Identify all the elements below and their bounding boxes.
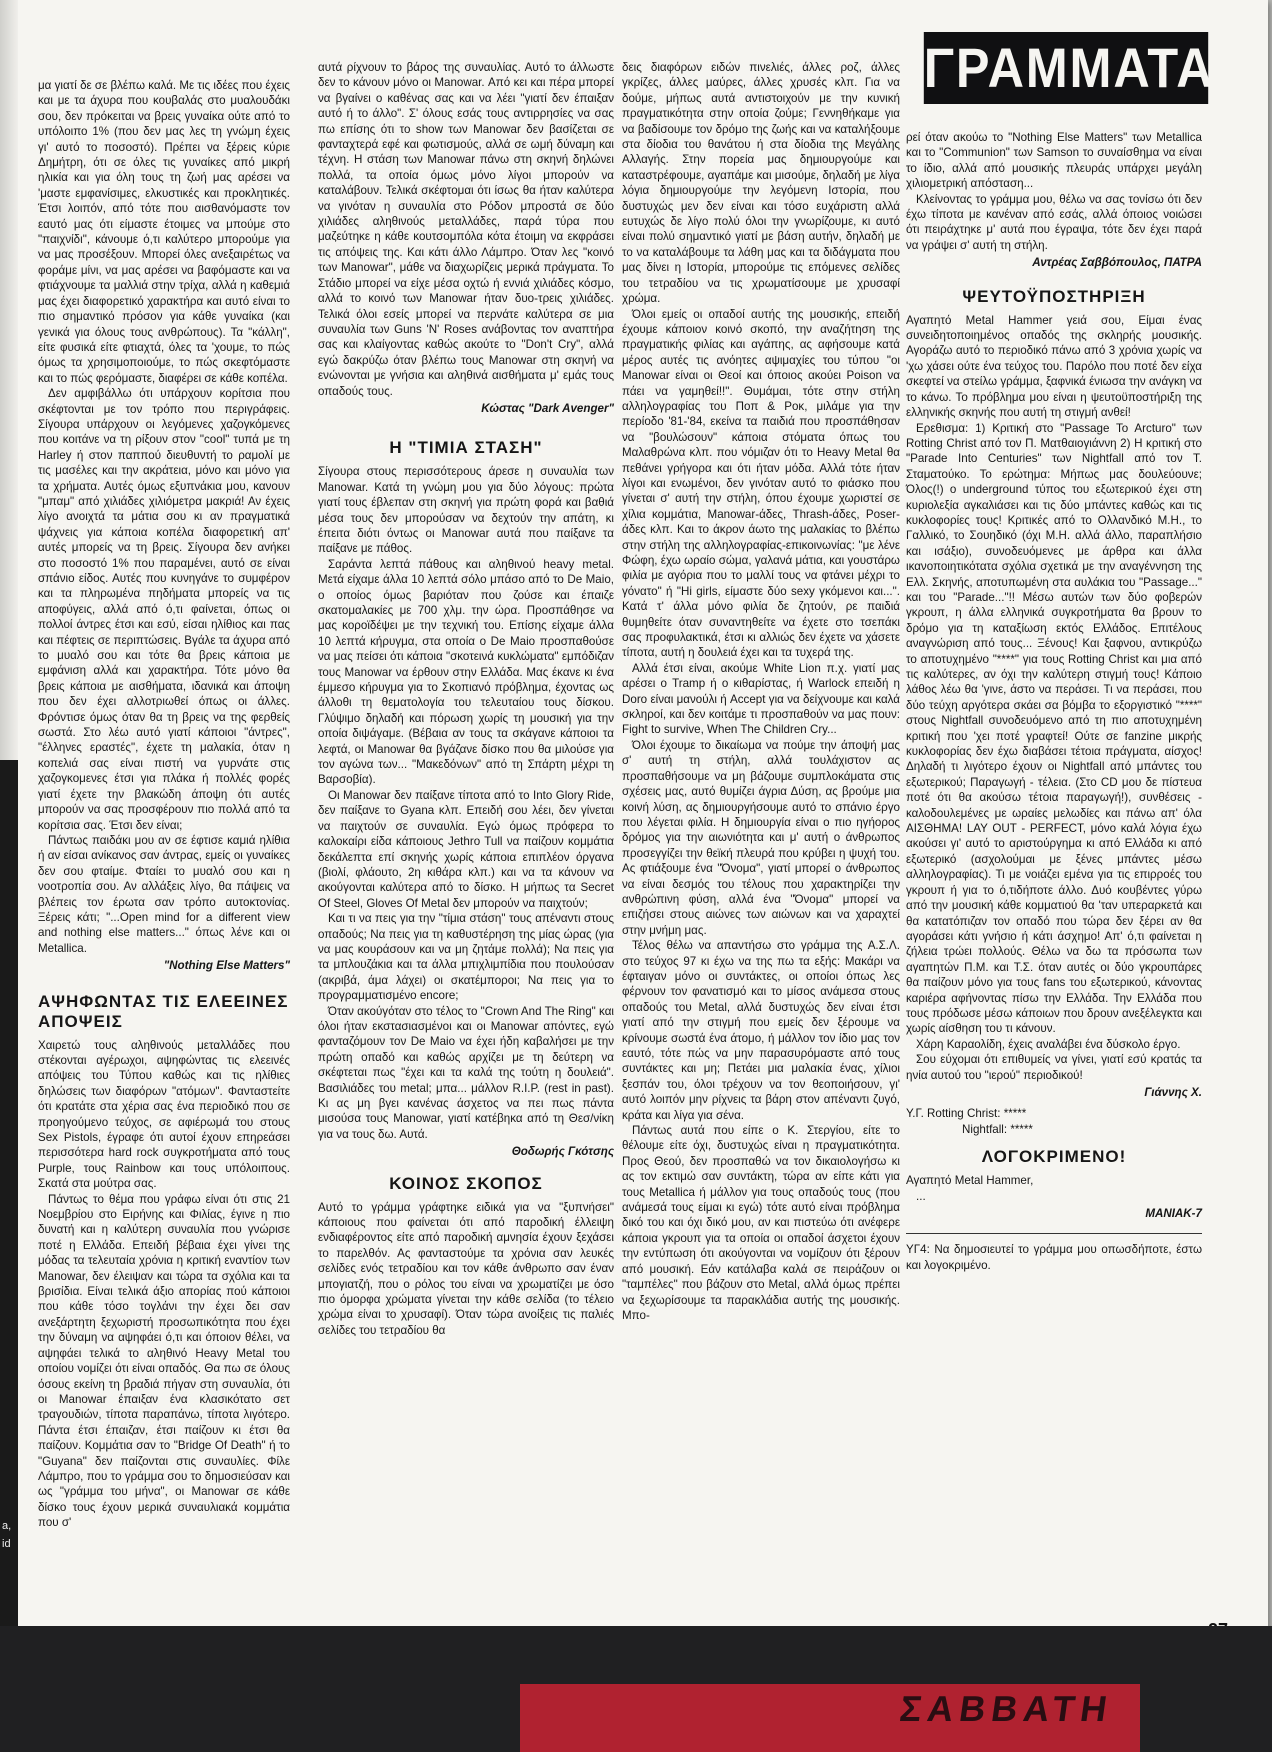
postscript-line: Υ.Γ. Rotting Christ: ***** [906,1107,1027,1121]
column-1 [38,78,290,1531]
letter-paragraph: Σαράντα λεπτά πάθους και αληθινού heavy metal. Μετά είχαμε άλλα 10 λεπτά σόλο μπάσο από το De Maio, ο οποίος όμως βαριόταν που ζούσε και έπαιζε σκατομαλακίες με 700 χλμ. την ώρα. Προσπάθησε να μας κοροϊδέψει με την τεχνική του. Επίσης είχαμε άλλα 10 λεπτά κήρυγμα, στα οποία ο De Maio προσπαθούσε να μας πείσει ότι κάποια "σκοτεινά κυκλώματα" εμπόδιζαν τους Manowar να έρθουν στην Ελλάδα. Μας έκανε κι ένα έμμεσο κήρυγμα για το Σκοπιανό πρόβλημα, έχοντας ως άλλοθι τη θεματολογία του τελευταίου τους δίσκου. Γλύψιμο δηλαδή και πόρωση χωρίς τη μουσική για την οποία διψάγαμε. (Βέβαια αν τους τα σκάγανε κάποιοι τα λεφτά, οι Manowar θα βγάζανε δίσκο που θα μιλούσε για τον αγώνα των... "Μακεδόνων" από τη Σπάρτη μέχρι τη Βαρσοβία). [318,557,614,787]
column-2 [318,60,614,1338]
letter-signature: ΜΑΝΙΑΚ-7 [1145,1207,1202,1220]
divider [906,1233,1202,1234]
letter-paragraph: Όλοι εμείς οι οπαδοί αυτής της μουσικής, επειδή έχουμε κάποιον κοινό σκοπό, την αναζήτηση της πραγματικής φιλίας και αγάπης, ας αφήσουμε κατά μέρος αυτές τις ανόητες αψιμαχίες του τύπου "οι Manowar είναι οι Θεοί και όποιος ακούει Poison να πάει να γαμηθεί!!". Θυμάμαι, τότε στην στήλη αλληλογραφίας του Ποπ & Ροκ, μιλάμε για την περίοδο '81-'84, εκείνα τα παιδιά που προσπάθησαν να "βουλώσουν" κάποια στόματα όπως του Μαλαθρώνα κλπ. που νόμιζαν ότι το Heavy Metal θα πεθάνει γρήγορα και ότι ήταν μόδα. Αλλά τότε ήταν λίγοι και ενωμένοι, δεν γινόταν αυτό το φιάσκο που γίνεται σ' αυτή την στήλη, όπου έχουμε χωριστεί σε χίλια κομμάτια, Manowar-άδες, Thrash-άδες, Poser-άδες κλπ. Και το άκρον άωτο της μαλακίας το βλέπω στην στήλη της αλληλογραφίας-επικοινωνίας: "με λένε Φώφη, έχω ωραίο σώμα, γαλανά μάτια, και γουστάρω φιλία με αγόρια που το μαλλί τους να φτάνει μέχρι το γόνατο" ή "Hi girls, είμαστε δύο sexy γκόμενοι και...". Κατά τ' άλλα μόνο φιλία δε ζητούν, ρε παιδιά θυμηθείτε όταν συναντηθείτε να έχετε στο τσεπάκι σας προφυλακτικά, έτσι κι αλλιώς δεν έχετε να χάσετε τίποτα, αυτή η δουλειά έχει και τα τυχερά της. [622,307,900,660]
letter-paragraph: Χάρη Καραολίδη, έχεις αναλάβει ένα δύσκολο έργο. [916,1037,1181,1051]
letter-paragraph: Κλείνοντας το γράμμα μου, θέλω να σας τονίσω ότι δεν έχω τίποτα με κανέναν από εσάς, αλλά όποιος νοιώσει ότι πειράχτηκε μ' αυτά που έγραψα, τότε δεν έχει παρά να γράψει σ' αυτή τη στήλη. [906,192,1202,252]
letter-paragraph: Σίγουρα στους περισσότερους άρεσε η συναυλία των Manowar. Κατά τη γνώμη μου για δύο λόγους: πρώτα γιατί τους έβλεπαν στη σκηνή για πρώτη φορά και βαθιά μέσα τους δεν μπορούσαν να δεχτούν την απάτη, κι έπειτα διότι όντως οι Manowar αυτά που παίξανε τα παίξανε με πάθος. [318,465,614,556]
letter-paragraph: ... [916,1189,926,1203]
letter-paragraph: Αγαπητό Metal Hammer, [906,1174,1034,1188]
letter-paragraph: Αγαπητό Metal Hammer γειά σου, Είμαι ένας συνειδητοποιημένος οπαδός της σκληρής μουσικής. Αγοράζω αυτό το περιοδικό πάνω από 3 χρόνια χωρίς να 'χω χάσει ούτε ένα τεύχος του. Παρόλο που ποτέ δεν είχα σκεφτεί να στείλω γράμμα, ξαφνικά ένιωσα την ανάγκη να το κάνω. Το πρόβλημα μου είναι η ψευτοϋποστήριξη της ελληνικής σκηνής που αυτή τη στιγμή ανθεί! [906,313,1202,420]
letter-heading: ΨΕΥΤΟΫΠΟΣΤΗΡΙΞΗ [962,286,1146,306]
letter-paragraph: Ερεθισμα: 1) Κριτική στο "Passage To Arcturo" των Rotting Christ από τον Π. Ματθαιογιάννη 2) Η κριτική στο "Parade Into Centuries" των Nightfall από τον Τ. Σταματούκο. Το ερώτημα: Μήπως μας δουλεύουνε; Όλος(!) ο underground τύπος του εξωτερικού έχει στη κυριολεξία αγκαλιάσει και τις δύο μπάντες καθώς και τις κυκλοφορίες τους! Κριτικές από το Ολλανδικό Μ.Η., το Γαλλικό, το Σουηδικό (όχι Μ.Η. αλλά άλλο, παραπλήσιο και ισάξιο), συνοδευόμενες με άρθρα και άλλα ικανοποιητικότατα σχόλια σχετικά με την αναγέννηση της Ελλ. Σκηνής, αποτυπωμένη στα αυλάκια του "Passage..." και του "Parade..."!! Μέσω αυτών των δύο φοβερών γκρουπ, η άλλα ελληνικά συγκροτήματα θα βρουν το δρόμο για τη καταξίωση εκτός Ελλάδος. Επιτέλους αναγνώριση από τους... Ξένους! Και ξαφνου, αντικρύζω το αποτυχημένο "****" για τους Rotting Christ και μια από τις καλύτερες, αν όχι την καλύτερη στιγμή τους! Κάποιο λάθος λέω θα 'γινε, άστο να περάσει. Τι να περάσει, που δύο τεύχη αργότερα σκάει σα βόμβα το εξοργιστικό "****" στους Nightfall συνοδευόμενο από τη πιο αποτυχημένη κριτική που 'χει ποτέ γραφτεί! Ούτε σε fanzine μικρής κυκλοφορίας δεν έχω διαβάσει τέτοια πράγματα, αίσχος! Δηλαδή τι λιγότερο έχουν οι Nightfall από μπάντες του εξωτερικού; Παραγωγή - τέλεια. (Στο CD μου δε πίστευα ποτέ ότι θα ακούσω τέτοια παραγωγή!), συνθέσεις - καλοδουλεμένες με ωραίες μελωδίες και πάνω απ' όλα ΑΙΣΘΗΜΑ! LAY OUT - PERFECT, μόνο καλά λόγια έχω ακούσει γι' αυτό το αριστούργημα κι από Ελλάδα κι από εξωτερικό (ασχολούμαι με ξένες μπάντες μέσω αλληλογραφίας). Τι με νοιάζει εμένα για τις επιρροές του γκρουπ ή για το ό,τιδήποτε άλλο. Δυό κουβέντες γύρω από την μουσική κάθε κομματιού θα 'ταν υπεραρκετά και θα κατατόπιζαν τον οπαδό που τώρα δεν ξέρει αν θα αγοράσει κάτι γνήσιο ή κάτι άσχημο! Απ' ό,τι φαίνεται η ζήλεια τρώει πολλούς. Θέλω να δω τα πρόσωπα των αγαπητών Π.Μ. και Τ.Σ. όταν αυτές οι δύο γκρουπάρες θα παίζουν μόνο για τους fans του εξωτερικού, κάνοντας καριέρα αφήνοντας πίσω την Ελλάδα. Την Ελλάδα που τους πρόδωσε μέσω κάποιων που δρουν ανεξέλεγκτα και χωρίς αίσθηση του τι κάνουν. [906,421,1202,1036]
next-page-edge [0,1626,1272,1752]
facing-page-fragment: a, [2,1520,12,1532]
letter-signature: "Nothing Else Matters" [163,959,290,973]
letter-heading: ΑΨΗΦΩΝΤΑΣ ΤΙΣ ΕΛΕΕΙΝΕΣ ΑΠΟΨΕΙΣ [38,991,289,1031]
letter-paragraph: Σου εύχομαι ότι επιθυμείς να γίνει, γιατί εσύ κρατάς τα ηνία αυτού του "ιερού" περιοδικού! [906,1053,1202,1082]
letter-paragraph: αυτά ρίχνουν το βάρος της συναυλίας. Αυτό το άλλωστε δεν το κάνουν μόνο οι Manowar. Από κει και πέρα μπορεί να βγαίνει ο καθένας σας και να λέει "γιατί δεν έπαιξαν αυτό ή το άλλο". Σ' όλους εσάς τους αντιρρησίες να σας πω επίσης ότι το show των Manowar δεν βασίζεται σε φανταχτερά εφέ και φωτισμούς, αλλά σε ωμή δύναμη και τέχνη. Η στάση των Manowar πάνω στη σκηνή δηλώνει πολλά, τα οποία όμως μόνο λίγοι μπορούν να καταλάβουν. Τελικά σκέφτομαι ότι ίσως θα ήταν καλύτερα να γινόταν η συναυλία στο Ρόδον μπροστά σε δύο χιλιάδες αληθινούς μεταλλάδες, παρά τύρα που μαζεύτηκε η κάθε κουτσομπόλα κότα έτοιμη να εκφράσει τις απόψεις της. Και κάτι άλλο Λάμπρο. Όταν λες "κοινό των Manowar", μάθε να διαχωρίζεις μερικά πράγματα. Το Στάδιο μπορεί να είχε μέσα οχτώ ή εννιά χιλιάδες κόσμο, αλλά το κοινό των Manowar ήταν δυο-τρεις χιλιάδες. Τελικά όλοι εσείς μπορεί να περνάτε καλύτερα σε μια συναυλία των Guns 'N' Roses ανάβοντας τον αναπτήρα σας και κλαίγοντας καθώς ακούτε το "Don't Cry", αλλά εγώ δακρύζω όταν βλέπω τους Manowar στη σκηνή να ενώνονται με γνήσια και αληθινά αισθήματα μ' εμάς τους οπαδούς τους. [318,61,614,398]
letter-signature: Θοδωρής Γκότσης [511,1145,614,1159]
letter-paragraph: Αυτό το γράμμα γράφτηκε ειδικά για να "ξυπνήσει" κάποιους που φαίνεται ότι από παροδική έλλειψη ενδιαφέροντος είτε από παροδική αμνησία έχουν ξεχάσει το παρελθόν. Ας φανταστούμε τα χρόνια σαν λευκές σελίδες ενός τετραδίου και τον κάθε άνθρωπο σαν έναν μπογιατζή, που ο ρόλος του είναι να χρωματίζει με όσο πιο όμορφα χρώματα γίνεται την κάθε σελίδα (το τέλειο χρώμα είναι το χρυσαφί). Όταν τώρα ανοίξεις τις παλιές σελίδες του τετραδίου θα [318,1200,614,1337]
letter-paragraph: Πάντως το θέμα που γράφω είναι ότι στις 21 Νοεμβρίου στο Ειρήνης και Φιλίας, έγινε η πιο δυνατή και η καλύτερη συναυλία που γνώρισε ποτέ η Ελλάδα. Επειδή βέβαια έχει γίνει της μόδας τα τελευταία χρόνια η κριτική εναντίον των Manowar, δεν έλειψαν και τώρα τα σχόλια και τα βρισίδια. Είναι τελικά άξιο απορίας πού κάποιοι που κάθε τόσο τογλάνι την έχει δει σαν ανεξάρτητη ξεχωριστή προσωπικότητα που έχει την δύναμη να αψηφάει ό,τι και όποιον θέλει, να αψηφάει τελικά το αληθινό Heavy Metal του οποίου νομίζει ότι είναι οπαδός. Θα πω σε όλους όσους εκείνη τη βραδιά πήγαν στη συναυλία, ότι οι Manowar έπαιξαν ένα κλασικότατο σετ τραγουδιών, τίποτα παραπάνω, τίποτα λιγότερο. Πάντα έτσι έπαιζαν, έτσι παίζουν κι έτσι θα παίζουν. Κομμάτια σαν το "Bridge Of Death" ή το "Guyana" δεν παίζονται στις συναυλίες. Φίλε Λάμπρο, που το γράμμα σου το δημοσιεύσαν και ως "γράμμα του μήνα", οι Manowar σε κάθε δίσκο τους έχουν μερικά συναυλιακά κομμάτια που σ' [38,1192,290,1530]
letter-heading: ΚΟΙΝΟΣ ΣΚΟΠΟΣ [389,1173,543,1193]
postscript-note: ΥΓ4: Να δημοσιευτεί το γράμμα μου οπωσδήποτε, έστω και λογοκριμένο. [906,1243,1202,1272]
letter-paragraph: δεις διαφόρων ειδών πινελιές, άλλες ροζ, άλλες γκρίζες, άλλες μαύρες, άλλες χρυσές κλπ. Για να δούμε, μήπως αυτά αντιστοιχούν με την κυνική πραγματικότητα στην οποία ζούμε; Γεννηθήκαμε για να βαδίσουμε τον δρόμο της ζωής και να καταλήξουμε στα δίοδια του θανάτου ή στα δίοδια της Μεγάλης Αλλαγής. Στην πορεία μας δημιουργούμε και καταστρέφουμε, αγαπάμε και μισούμε, δηλαδή με λίγα λόγια δημιουργούμε την λεγόμενη Ιστορία, που δυστυχώς μεν δεν είναι και τόσο ευχάριστη αλλά ευτυχώς δε λίγο πολύ όλοι την γνωρίζουμε, κι αυτό είναι πολύ σημαντικό γιατί με βάση αυτήν, δηλαδή με το να καταλάβουμε τα λάθη μας και τα διδάγματα που μας δίνει η Ιστορία, μπορούμε τις επόμενες σελίδες του τετραδίου να τις χρωματίσουμε με χρυσαφί χρώμα. [622,61,900,306]
letter-heading: ΛΟΓΟΚΡΙΜΕΝΟ! [981,1147,1127,1167]
facing-page-fragment: id [2,1538,11,1550]
letter-signature: Αντρέας Σαββόπουλος, ΠΑΤΡΑ [1032,256,1202,270]
column-4 [906,130,1202,1273]
letter-paragraph: Πάντως αυτά που είπε ο Κ. Στεργίου, είτε το θέλουμε είτε όχι, δυστυχώς είναι η πραγματικότητα. Προς Θεού, δεν προσπαθώ να τον δικαιολογήσω κι ας τον εκτιμώ σαν συντάκτη, τώρα αν είπε κάτι για τους Metallica ή μάλλον για τους οπαδούς τους (που ανάμεσά τους είμαι κι εγώ) τότε αυτό είναι πρόβλημα δικό του και όχι δικό μου, αν και πιστεύω ότι ανέφερε κάποια γκρουπ για τα οποία οι οπαδοί άσχετοι έχουν την εντύπωση ότι ακούγονται να νομίζουν ότι ξέρουν από μουσική. Εάν κατάλαβα καλά σε πειράζουν οι "ταμπέλες" που βάζουν στο Metal, αλλά όμως πρέπει να ξεχωρίσουμε τα παρακλάδια αυτής της μουσικής. Μπο- [622,1124,900,1322]
letter-heading: Η "ΤΙΜΙΑ ΣΤΑΣΗ" [389,438,543,458]
postscript [906,1106,1202,1137]
letter-signature: Γιάννης Χ. [1144,1085,1202,1099]
letter-paragraph: Αλλά έτσι είναι, ακούμε White Lion π.χ. γιατί μας αρέσει ο Tramp ή ο κιθαρίστας, ή Warlock επειδή η Doro είναι μανούλι ή Accept για να δείχνουμε και καλά σκληροί, και δεν κοιτάμε τι προσπαθούν να μας πουν: Fight to survive, When The Children Cry... [622,661,900,737]
next-page-banner-text: ΣΑΒΒΑΤΗ [897,1688,1116,1729]
letter-paragraph: Τέλος θέλω να απαντήσω στο γράμμα της Α.Σ.Λ. στο τεύχος 97 κι έχω να της πω τα εξής: Μακάρι να έφταιγαν μόνο οι συντάκτες, οι οποίοι όπως λες φέρνουν τον φανατισμό και το μίσος ανάμεσα στους οπαδούς του Metal, αλλά δυστυχώς δεν είναι έτσι γιατί από την στιγμή που εμείς δεν ξέρουμε να κρίνουμε σωστά ένα άτομο, ή μάλλον τον ίδιο μας τον εαυτό, τότε πώς να μην παρασυρόμαστε από τους συντάκτες και μη; Πετάει μια μαλακία ένας, χίλιοι ξεσπάν του, όλοι τρέχουν να τον θεοποιήσουν, γι' αυτό λοιπόν μην ρίχνεις τα βάρη στον απέναντι ζυγό, κράτα και λίγα για σένα. [622,939,900,1122]
letter-paragraph: μα γιατί δε σε βλέπω καλά. Με τις ιδέες που έχεις και με τα άχυρα που κουβαλάς στο μυαλουδάκι σου, δεν πρόκειται να βρεις γυναίκα ούτε από το υπόλοιπο 1% (που δεν μας λες τη γνώμη έχεις γι' αυτό το ποσοστό). Πρέπει να ξέρεις κύριε Δημήτρη, ότι σε όλες τις γυναίκες από μικρή ηλικία και για όλη τους τη ζωή μας αρέσει να 'μαστε εμφανίσιμες, ελκυστικές και προκλητικές. Έτσι λοιπόν, από τότε που αισθανόμαστε τον εαυτό μας ότι είμαστε έτοιμες να μπούμε στο "παιχνίδι", κάνουμε ό,τι καλύτερο μπορούμε για να μας προσέξουν. Μπορεί όλες ανεξαιρέτως να φοράμε μίνι, να μας αρέσει να βαφόμαστε και να φτιάχνουμε τα μαλλιά στην τρίχα, αλλά η καθεμιά μας έχει διαφορετικό χαρακτήρα και αυτό είναι το πιο σημαντικό πρόσον για κάθε γυναίκα (και γενικά για όλους τους ανθρώπους). Τα "κάλλη", είτε φυσικά είτε φτιαχτά, όλες τα 'χουμε, το πώς όμως τα χρησιμοποιούμε, το πώς σκεφτόμαστε και το πώς φερόμαστε, διαφέρει σε κάθε κοπέλα. [38,79,290,385]
letter-paragraph: Χαιρετώ τους αληθινούς μεταλλάδες που στέκονται αγέρωχοι, αψηφώντας τις ελεεινές απόψεις του Τύπου καθώς και τις ηλίθιες δηλώσεις των διαφόρων "ατόμων". Φανταστείτε ότι κρατάτε στα χέρια σας ένα περιοδικό που σε προηγούμενο τεύχος, σε αφιέρωμά του στους Sex Pistols, έγραφε ότι αυτοί έχουν επηρεάσει περισσότερα hard rock συγκροτήματα από τους Purple, τους Rainbow και τους υπόλοιπους. Σκατά στα μούτρα σας. [38,1038,290,1191]
letter-signature: Κώστας "Dark Avenger" [481,401,614,415]
letter-paragraph: Όταν ακούγόταν στο τέλος το "Crown And The Ring" και όλοι ήταν εκστασιασμένοι και οι Manowar απόντες, εγώ φανταζόμουν τον De Maio να έχει ήδη καβαλήσει με την πρώτη οπαδό και καθώς αρχίζει με τη δεύτερη να σκέφτεται πως "έχει και τα καλά της τούτη η δουλειά". Βασιλιάδες του metal; μπα... μάλλον R.I.P. (rest in past). Κι ας μη βγει κανένας άσχετος να πει πως πάντα μισούσα τους Manowar, γιατί κατέβηκα από τη Θεσ/νίκη για να τους δω. Αυτά. [318,1004,614,1141]
section-title: ΓΡΑΜΜΑΤΑ [924,32,1208,104]
letter-paragraph: Δεν αμφιβάλλω ότι υπάρχουν κορίτσια που σκέφτονται με τον τρόπο που περιγράφεις. Σίγουρα υπάρχουν οι λεγόμενες χαζογκόμενες που κοιτάνε να τη ρίξουν στον "cool" τυπά με τη Harley ή στον παππού διευθυντή το ραμολί με τις μασέλες και την ακράτεια, μόνο και μόνο για τα χρήματα. Αυτές όμως εξυπνάκια μου, κανουν "μπαμ" από χιλιάδες χιλιόμετρα μακριά! Αν έχεις λίγο ανοιχτά τα μάτια σου κι αν πραγματικά ψάχνεις για κάποια κοπέλα διαφορετική απ' αυτές μπορείς να τη βρεις. Σίγουρα δεν ανήκει στο ποσοστό 1% που παραμένει, αυτό σε είναι σπάνιο είδος. Αυτές που κυνηγάνε το συμφέρον και τα πληρωμένα πηδήματα μπορείς να τις αποφύγεις, αλλά από ό,τι φαίνεται, όπως οι πολλοί άντρες έτσι και εσύ, είσαι ηλίθιος και πας και πέφτεις σε περιπτώσεις. Βγάλε τα άχυρα από το μυαλό σου και τότε θα βρεις κάποια με εμφάνιση αλλά και χαρακτήρα. Τότε μόνο θα βρεις κάποια με αισθήματα, ιδανικά και άποψη που δεν έχει αλλοτριωθεί όπως οι άλλες. Φρόντισε όμως όταν θα τη βρεις να της φερθείς σωστά. Στο λέω αυτό γιατί κάποιοι "άντρες", "έλληνες εραστές", έχετε τη μαλακία, όταν η κοπελιά σας είναι πιστή να γυρνάτε στις χαζογκομενες έτσι για πλάκα ή πολλές φορές γιατί έχετε την βλακώδη άποψη ότι αυτές μπορούν να σας προσφέρουν πιο πολλά από τα κορίτσια σας. Έτσι δεν είναι; [38,387,290,832]
letter-paragraph: ρεί όταν ακούω το "Nothing Else Matters" των Metallica και το "Communion" των Samson το συναίσθημα να είναι το ίδιο, αλλά από μουσικής πλευράς υπάρχει μεγάλη χιλιομετρική απόσταση... [906,131,1202,191]
letter-paragraph: Και τι να πεις για την "τίμια στάση" τους απέναντι στους οπαδούς; Να πεις για τη καθυστέρηση της μίας ώρας (για να μας κουράσουν και να μη ζητάμε πολλά); Να πεις για τα μπλουζάκια και τα άλλα μπιχλιμπίδια που πουλούσαν (ακριβά, άμα λάχει) οι σκατέμποροι; Να πεις για το προγραμματισμένο encore; [318,912,614,1003]
facing-page-photo-edge [0,760,18,1660]
postscript-line: Nightfall: ***** [962,1122,1033,1136]
letter-paragraph: Οι Manowar δεν παίξανε τίποτα από το Into Glory Ride, δεν παίξανε το Gyana κλπ. Επειδή σου λέει, δεν γίνεται να παιχτούν σε συναυλία. Εγώ όμως πρόφερα το καλοκαίρι είδα κάποιους Jethro Tull να παίζουν κομμάτια δεκάλεπτα επί σκηνής χωρίς κάποια επιπλέον όργανα (βιολί, φλάουτο, 2η κιθάρα κλπ.) και να τα κάνουν να ακούγονται καλύτερα από το δίσκο. Η μήπως τα Secret Of Steel, Gloves Of Metal δεν μπορούν να παιχτούν; [318,788,614,910]
letter-paragraph: Όλοι έχουμε το δικαίωμα να πούμε την άποψή μας σ' αυτή τη στήλη, αλλά τουλάχιστον ας προσπαθήσουμε να μη βάζουμε συμπλοκάματα στις σχέσεις μας, αυτό θυμίζει άγρια Δύση, ας βρούμε μια κοινή λύση, ας δημιουργήσουμε αυτό το σπάνιο έργο που λέγεται φιλία. Η δημιουργία είναι ο πιο ηγήορος δρόμος για την αιωνιότητα και μ' αυτή ο άνθρωπος προσεγγίζει την θεϊκή πλευρά που κρύβει η ψυχή του. Ας φτιάξουμε ένα "Όνομα", γιατί μπορεί ο άνθρωπος να είναι δεσμός του τέλους που χαρακτηρίζει την ανθρώπινη φύση, αλλά ένα "Όνομα" μπορεί να επιζήσει στους αιώνες των αιώνων και να χαραχτεί στην μνήμη μας. [622,738,900,937]
letter-paragraph: Πάντως παιδάκι μου αν σε έφτισε καμιά ηλίθια ή αν είσαι ανίκανος σαν άντρας, εμείς οι γυναίκες δεν σου φταίμε. Φταίει το μυαλό σου και η νοοτροπία σου. Αν αλλάξεις λίγο, θα πάψεις να βλέπεις τον έρωτα σαν τρόπο αυτοκτονίας. Ξέρεις κάτι; "...Open mind for a different view and nothing else matters..." όπως λένε και οι Metallica. [38,833,290,955]
column-3 [622,60,900,1323]
